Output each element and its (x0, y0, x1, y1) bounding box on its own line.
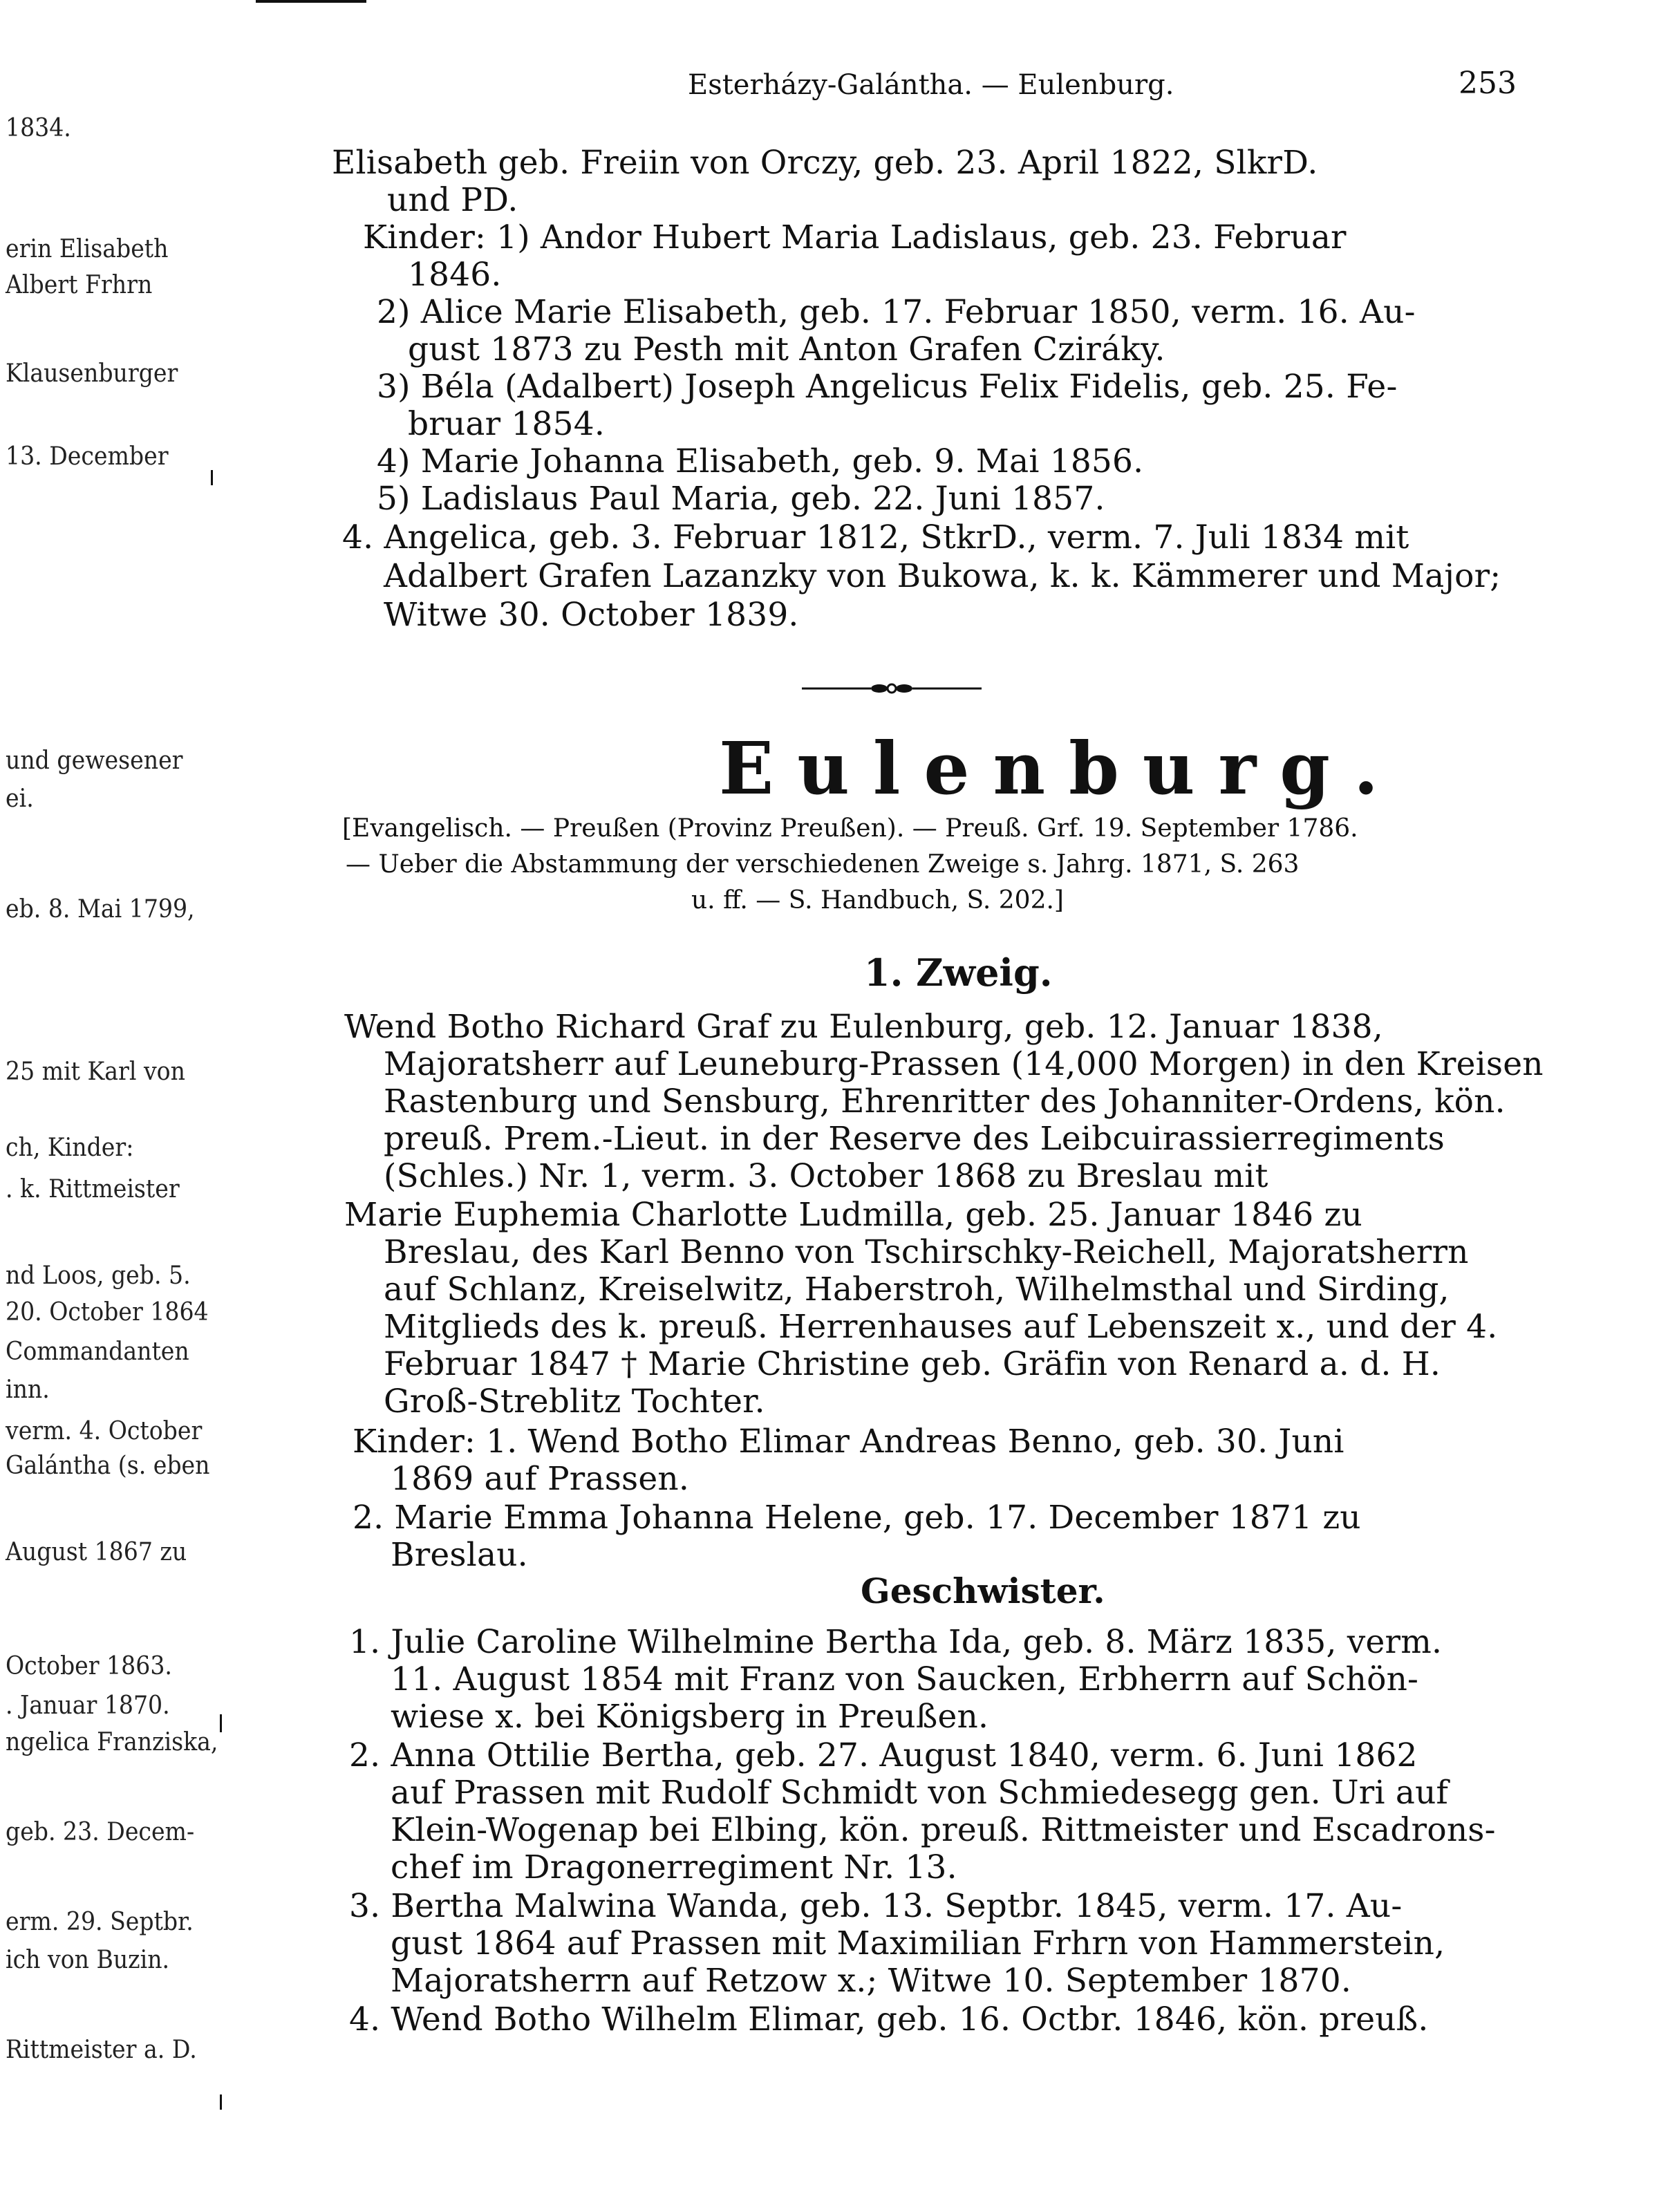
text-line: Groß-Streblitz Tochter. (384, 1382, 765, 1421)
text-line: Marie Euphemia Charlotte Ludmilla, geb. 25. Januar 1846 zu (344, 1196, 1362, 1234)
text-line: 1. Julie Caroline Wilhelmine Bertha Ida, geb. 8. März 1835, verm. (349, 1623, 1443, 1661)
text-line: bruar 1854. (408, 405, 606, 443)
margin-line: Rittmeister a. D. (6, 2036, 197, 2064)
text-line: 2) Alice Marie Elisabeth, geb. 17. Februar 1850, verm. 16. Au- (377, 293, 1416, 331)
margin-line: verm. 4. October (6, 1417, 203, 1445)
text-line: 4. Angelica, geb. 3. Februar 1812, StkrD., verm. 7. Juli 1834 mit (342, 518, 1409, 556)
margin-line: . k. Rittmeister (6, 1175, 180, 1203)
branch-heading: 1. Zweig. (864, 950, 1053, 995)
text-line: preuß. Prem.-Lieut. in der Reserve des Leibcuirassierregiments (384, 1120, 1445, 1158)
text-line: Witwe 30. October 1839. (384, 596, 799, 634)
text-line: chef im Dragonerregiment Nr. 13. (391, 1848, 957, 1886)
margin-line: 13. December (6, 442, 169, 471)
text-line: Klein-Wogenap bei Elbing, kön. preuß. Rittmeister und Escadrons- (391, 1811, 1496, 1849)
text-line: 1846. (408, 256, 502, 294)
bracket-line: — Ueber die Abstammung der verschiedenen Zweige s. Jahrg. 1871, S. 263 (346, 850, 1300, 879)
family-title: Eulenburg. (719, 726, 1403, 811)
text-line: Breslau. (391, 1536, 528, 1574)
text-line: 4) Marie Johanna Elisabeth, geb. 9. Mai 1856. (377, 442, 1144, 480)
text-line: (Schles.) Nr. 1, verm. 3. October 1868 zu Breslau mit (384, 1157, 1268, 1195)
text-line: Mitglieds des k. preuß. Herrenhauses auf Lebenszeit x., und der 4. (384, 1308, 1498, 1346)
margin-line: ei. (6, 785, 34, 813)
text-line: Adalbert Grafen Lazanzky von Bukowa, k. k. Kämmerer und Major; (384, 557, 1501, 595)
text-line: Majoratsherrn auf Retzow x.; Witwe 10. September 1870. (391, 1962, 1352, 2000)
margin-line: 25 mit Karl von (6, 1058, 185, 1086)
text-line: auf Schlanz, Kreiselwitz, Haberstroh, Wilhelmsthal und Sirding, (384, 1271, 1450, 1309)
margin-line: Galántha (s. eben (6, 1452, 210, 1480)
page-number: 253 (1459, 66, 1517, 101)
text-line: Februar 1847 † Marie Christine geb. Gräfin von Renard a. d. H. (384, 1345, 1441, 1383)
text-line: 5) Ladislaus Paul Maria, geb. 22. Juni 1857. (377, 480, 1105, 518)
margin-mark (220, 1714, 222, 1732)
margin-line: . Januar 1870. (6, 1691, 170, 1720)
siblings-heading: Geschwister. (861, 1571, 1105, 1611)
text-line: Kinder: 1) Andor Hubert Maria Ladislaus, geb. 23. Februar (363, 218, 1347, 256)
text-line: auf Prassen mit Rudolf Schmidt von Schmiedesegg gen. Uri auf (391, 1774, 1449, 1812)
margin-line: Klausenburger (6, 359, 178, 388)
running-title: Esterházy-Galántha. — Eulenburg. (688, 69, 1174, 101)
text-line: 4. Wend Botho Wilhelm Elimar, geb. 16. Octbr. 1846, kön. preuß. (349, 2000, 1429, 2038)
text-line: Rastenburg und Sensburg, Ehrenritter des Johanniter-Ordens, kön. (384, 1082, 1506, 1121)
bracket-line: [Evangelisch. — Preußen (Provinz Preußen). — Preuß. Grf. 19. September 1786. (342, 814, 1358, 843)
margin-line: und gewesener (6, 747, 183, 775)
margin-line: Albert Frhrn (6, 271, 153, 299)
margin-line: 1834. (6, 114, 71, 142)
text-line: Majoratsherr auf Leuneburg-Prassen (14,000 Morgen) in den Kreisen (384, 1045, 1544, 1083)
text-line: und PD. (387, 181, 518, 219)
text-line: Wend Botho Richard Graf zu Eulenburg, geb. 12. Januar 1838, (344, 1008, 1383, 1046)
margin-line: erm. 29. Septbr. (6, 1908, 194, 1936)
text-line: 3. Bertha Malwina Wanda, geb. 13. Septbr. 1845, verm. 17. Au- (349, 1887, 1403, 1925)
text-line: 11. August 1854 mit Franz von Saucken, Erbherrn auf Schön- (391, 1660, 1419, 1698)
margin-line: Commandanten (6, 1338, 189, 1366)
margin-line: 20. October 1864 (6, 1298, 209, 1327)
text-line: gust 1873 zu Pesth mit Anton Grafen Cziráky. (408, 330, 1165, 368)
margin-line: ich von Buzin. (6, 1946, 170, 1974)
bracket-line: u. ff. — S. Handbuch, S. 202.] (691, 886, 1064, 915)
text-line: 1869 auf Prassen. (391, 1460, 689, 1498)
text-line: 3) Béla (Adalbert) Joseph Angelicus Felix Fidelis, geb. 25. Fe- (377, 368, 1398, 406)
margin-line: nd Loos, geb. 5. (6, 1262, 191, 1290)
margin-line: eb. 8. Mai 1799, (6, 895, 195, 924)
margin-line: August 1867 zu (6, 1538, 187, 1566)
text-line: gust 1864 auf Prassen mit Maximilian Frhrn von Hammerstein, (391, 1924, 1445, 1962)
top-edge-rule (256, 0, 366, 3)
text-line: 2. Anna Ottilie Bertha, geb. 27. August 1840, verm. 6. Juni 1862 (349, 1736, 1418, 1774)
text-line: 2. Marie Emma Johanna Helene, geb. 17. December 1871 zu (353, 1499, 1361, 1537)
section-divider-ornament (802, 679, 982, 698)
margin-mark (220, 2094, 222, 2110)
margin-line: October 1863. (6, 1652, 172, 1680)
margin-line: ch, Kinder: (6, 1134, 134, 1162)
margin-line: geb. 23. Decem- (6, 1818, 195, 1846)
margin-line: inn. (6, 1376, 50, 1404)
margin-line: ngelica Franziska, (6, 1728, 218, 1756)
text-line: Elisabeth geb. Freiin von Orczy, geb. 23. April 1822, SlkrD. (332, 144, 1318, 182)
margin-line: erin Elisabeth (6, 235, 169, 263)
text-line: wiese x. bei Königsberg in Preußen. (391, 1698, 989, 1736)
margin-mark (211, 470, 213, 485)
text-line: Kinder: 1. Wend Botho Elimar Andreas Benno, geb. 30. Juni (353, 1423, 1344, 1461)
text-line: Breslau, des Karl Benno von Tschirschky-Reichell, Majoratsherrn (384, 1233, 1469, 1271)
